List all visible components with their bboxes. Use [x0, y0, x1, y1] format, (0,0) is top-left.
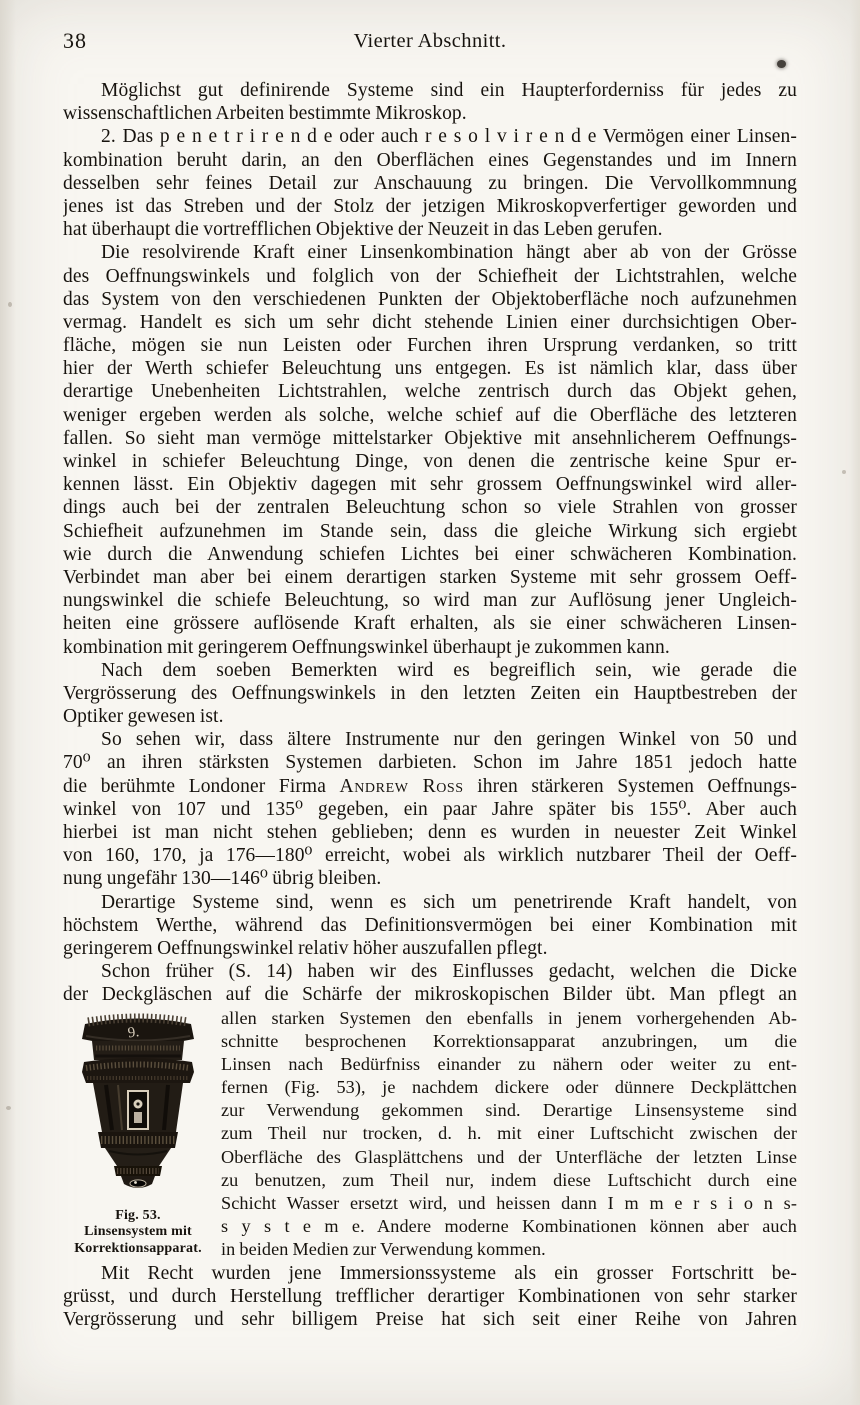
text-line: des Oeffnungswinkels und folglich von der Schiefheit der Lichtstrahlen, welche: [63, 265, 797, 287]
text-line: vermag. Handelt es sich um sehr dicht stehende Linien einer durchsichtigen Ober-: [63, 311, 797, 333]
text-line: fläche, mögen sie nun Leisten oder Furchen ihren Ursprung verdanken, so tritt: [63, 335, 797, 357]
figure-caption: [63, 1208, 213, 1258]
text-line: Die resolvirende Kraft einer Linsenkombination hängt aber ab von der Grösse: [101, 242, 797, 264]
text-block-top: [63, 79, 797, 1007]
text-line: winkel von 107 und 135⁰ gegeben, ein paar Jahre später bis 155⁰. Aber auch: [63, 798, 797, 820]
text-line: Mit Recht wurden jene Immersionssysteme als ein grosser Fortschritt be-: [101, 1262, 797, 1284]
figure-caption-line: Linsensystem mit: [84, 1224, 192, 1239]
paragraph: [63, 659, 797, 729]
paragraph: [63, 728, 797, 890]
text-line: nungswinkel die schiefe Beleuchtung, so wird man zur Auflösung jener Ungleich-: [63, 590, 797, 612]
text-line: 70⁰ an ihren stärksten Systemen darbieten. Schon im Jahre 1851 jedoch hatte: [63, 752, 797, 774]
text-line: fernen (Fig. 53), je nachdem dickere oder dünnere Deckplättchen: [221, 1077, 797, 1098]
figure-53: [63, 1012, 213, 1258]
text-line: Linsen nach Bedürfniss einander zu nähern oder weiter zu ent-: [221, 1053, 797, 1074]
scan-speck: [6, 1106, 11, 1110]
text-line: Vergrösserung und sehr billigem Preise hat sich seit einer Reihe von Jahren: [63, 1308, 797, 1330]
text-line: zur Verwendung gekommen sind. Derartige Linsensysteme sind: [221, 1100, 797, 1121]
text-line: jenes ist das Streben und der Stolz der jetzigen Mikroskopverfertiger geworden und: [63, 195, 797, 217]
figure-text-row: [63, 1007, 797, 1262]
figure-caption-line: Korrektionsapparat.: [74, 1240, 202, 1256]
paragraph: [63, 125, 797, 241]
text-line: kombination beruht darin, an den Oberflächen eines Gegenstandes und im Innern: [63, 149, 797, 171]
running-header: [63, 28, 797, 58]
paragraph: [221, 1007, 797, 1262]
text-line: kennen lässt. Ein Objektiv dagegen mit sehr grossem Oeffnungswinkel wird aller-: [63, 474, 797, 496]
text-line: hierbei ist man nicht stehen geblieben; denn es wurden in neuester Zeit Winkel: [63, 822, 797, 843]
scan-speck: [842, 470, 846, 474]
text-line: dings auch bei der zentralen Beleuchtung schon so viele Strahlen von grosser: [63, 497, 797, 519]
small-caps-name: Andrew Ross: [339, 775, 464, 797]
text-line: grüsst, und durch Herstellung trefflicher derartiger Kombinationen von sehr starker: [63, 1285, 797, 1307]
text-line: hier der Werth schiefer Beleuchtung uns entgegen. Es ist nämlich klar, dass über: [63, 358, 797, 380]
figure-caption-line: Fig. 53.: [115, 1207, 161, 1223]
text-line: schnitte besprochenen Korrektionsapparat anzubringen, um die: [221, 1030, 797, 1051]
text-line: wissenschaftlichen Arbeiten bestimmte Mikroskop.: [63, 103, 467, 125]
text-line: das System von den verschiedenen Punkten der Objektoberfläche noch aufzunehmen: [63, 288, 797, 310]
text-block-bottom: [63, 1262, 797, 1332]
text-line: hat überhaupt die vortrefflichen Objektive der Neuzeit in das Leben gerufen.: [63, 219, 663, 241]
text-line: So sehen wir, dass ältere Instrumente nur den geringen Winkel von 50 und: [101, 729, 797, 751]
text-line: von 160, 170, ja 176—180⁰ erreicht, wobei als wirklich nutzbarer Theil der Oeff-: [63, 845, 797, 867]
text-line: wie durch die Anwendung schiefen Lichtes bei einer schwächeren Kombination.: [63, 543, 797, 565]
page-body: [63, 79, 797, 1331]
text-line: nung ungefähr 130—146⁰ übrig bleiben.: [63, 868, 382, 890]
ink-spot: [777, 60, 786, 68]
text-line: zu benutzen, zum Theil nur, indem diese Luftschicht durch eine: [221, 1169, 797, 1190]
page-number: 38: [63, 28, 87, 53]
text-line: Möglichst gut definirende Systeme sind ein Haupterforderniss für jedes zu: [101, 80, 797, 101]
text-line: Verbindet man aber bei einem derartigen starken Systeme mit sehr grossem Oeff-: [63, 566, 797, 588]
text-segment: die berühmte Londoner Firma: [63, 775, 340, 797]
text-line: fallen. So sieht man vermöge mittelstarker Objektive mit ansehnlicherem Oeffnungs-: [63, 427, 797, 449]
text-line: derartige Unebenheiten Lichtstrahlen, welche zentrisch durch das Objekt gehen,: [63, 381, 797, 403]
text-line: [63, 775, 797, 798]
scan-speck: [8, 302, 12, 307]
text-line: zum Theil nur trocken, d. h. mit einer Luftschicht zwischen der: [221, 1123, 797, 1144]
text-line: Oberfläche des Glasplättchens und der Unterfläche der letzten Linse: [221, 1146, 797, 1167]
text-line: heiten eine grössere auflösende Kraft erhalten, als sie einer schwächeren Linsen-: [63, 613, 797, 635]
scan-edge-right: [850, 0, 860, 1405]
paragraph: [63, 891, 797, 961]
engraved-number: 9.: [126, 1023, 141, 1041]
text-line: Schon früher (S. 14) haben wir des Einflusses gedacht, welchen die Dicke: [101, 961, 797, 983]
text-line: höchstem Werthe, während das Definitionsvermögen bei einer Kombination mit: [63, 914, 797, 936]
paragraph: [63, 1262, 797, 1332]
text-line: Schicht Wasser ersetzt wird, und heissen dann I m m e r s i o n s-: [221, 1193, 797, 1213]
scan-edge-left: [0, 0, 16, 1405]
text-line: Nach dem soeben Bemerkten wird es begreiflich sein, wie gerade die: [101, 659, 797, 681]
text-line: winkel in schiefer Beleuchtung Dinge, von denen die zentrische keine Spur er-: [63, 451, 797, 472]
text-line: s y s t e m e. Andere moderne Kombinationen können aber auch: [221, 1216, 797, 1237]
text-line: in beiden Medien zur Verwendung kommen.: [221, 1239, 546, 1260]
text-line: kombination mit geringerem Oeffnungswinkel überhaupt je zukommen kann.: [63, 636, 670, 658]
text-line: Optiker gewesen ist.: [63, 706, 224, 728]
text-line: der Deckgläschen auf die Schärfe der mikroskopischen Bilder übt. Man pflegt an: [63, 984, 797, 1006]
running-title: Vierter Abschnitt.: [353, 30, 507, 52]
text-line: allen starken Systemen den ebenfalls in jenem vorhergehenden Ab-: [221, 1007, 797, 1028]
paragraph: [63, 241, 797, 658]
text-line: Vergrösserung des Oeffnungswinkels in den letzten Zeiten ein Hauptbestreben der: [63, 682, 797, 704]
text-segment: ihren stärkeren Systemen Oeffnungs-: [463, 775, 797, 797]
text-line: weniger ergeben werden als solche, welche schief auf die Oberfläche des letzteren: [63, 404, 797, 426]
text-line: desselben sehr feines Detail zur Anschauung zu bringen. Die Vervollkommnung: [63, 172, 797, 194]
text-line: geringerem Oeffnungswinkel relativ höher auszufallen pflegt.: [63, 937, 548, 959]
text-line: Schiefheit aufzunehmen im Stande sein, dass die gleiche Wirkung sich ergiebt: [63, 520, 797, 542]
text-line: Derartige Systeme sind, wenn es sich um penetrirende Kraft handelt, von: [101, 891, 797, 913]
paragraph: [63, 79, 797, 125]
objective-engraving-image: [72, 1012, 204, 1194]
paragraph: [63, 960, 797, 1006]
text-block-wrapped: [221, 1007, 797, 1262]
text-line: 2. Das p e n e t r i r e n d e oder auch r e s o l v i r e n d e Vermögen einer Linsen-: [101, 126, 797, 148]
